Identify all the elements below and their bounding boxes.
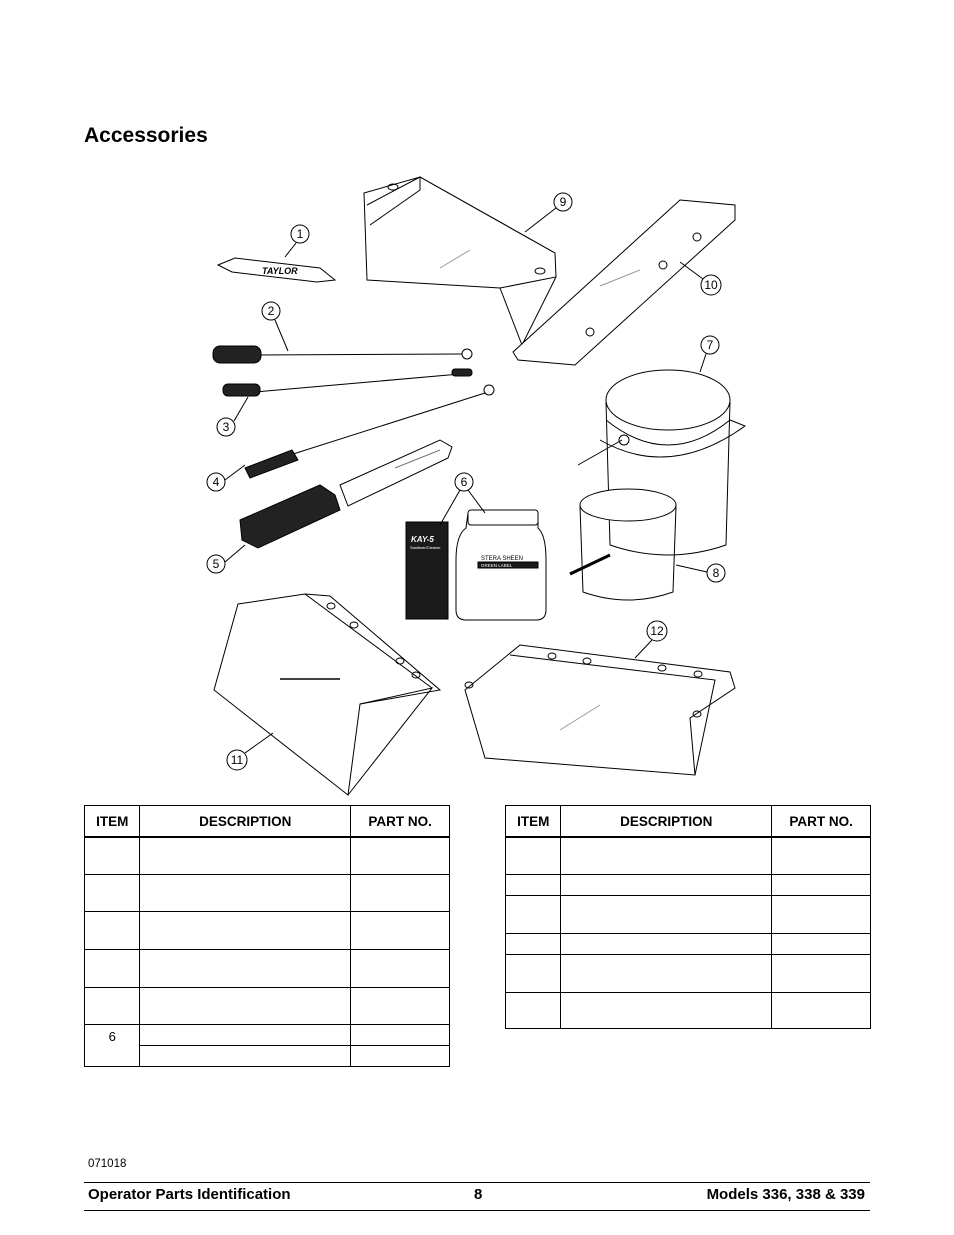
col-header-item: ITEM (506, 806, 561, 838)
small-pail-drawing (570, 489, 676, 600)
table-row (85, 1024, 450, 1045)
table-row (506, 992, 871, 1028)
accessories-illustration (160, 160, 800, 800)
col-header-item: ITEM (85, 806, 140, 838)
table-row (85, 911, 450, 949)
table-row (506, 954, 871, 992)
svg-text:KAY-5: KAY-5 (411, 535, 434, 544)
callout-3 (217, 397, 248, 436)
page-number: 8 (474, 1186, 483, 1203)
svg-text:12: 12 (650, 624, 664, 638)
footer-rule-bottom (84, 1210, 870, 1211)
svg-text:TAYLOR: TAYLOR (262, 266, 298, 276)
brushes-drawing (213, 346, 494, 478)
splash-shield-drawing (364, 177, 556, 345)
svg-text:2: 2 (267, 304, 275, 318)
callout-11 (227, 733, 273, 770)
parts-table-right (505, 805, 871, 1029)
parts-table-left (84, 805, 450, 1067)
callout-1 (285, 225, 309, 257)
table-row (85, 949, 450, 987)
pail-drawing (578, 370, 745, 555)
svg-text:5: 5 (212, 557, 220, 571)
callout-10 (680, 262, 721, 295)
table-row (85, 1045, 450, 1066)
svg-text:GREEN LABEL: GREEN LABEL (481, 563, 513, 568)
svg-text:9: 9 (559, 195, 567, 209)
scraper-drawing (218, 258, 335, 282)
svg-text:8: 8 (712, 566, 720, 580)
callout-7 (700, 336, 719, 372)
table-row (506, 837, 871, 874)
col-header-part-no: PART NO. (351, 806, 450, 838)
drip-pan-left-drawing (214, 594, 440, 795)
table-row (85, 837, 450, 874)
col-header-part-no: PART NO. (772, 806, 871, 838)
callout-5 (207, 545, 245, 573)
drip-pan-right-drawing (465, 645, 735, 775)
footer-rule-top (84, 1182, 870, 1183)
table-row (506, 895, 871, 933)
footer-manual-title: Operator Parts Identification (88, 1186, 291, 1203)
page-title: Accessories (84, 124, 208, 147)
table-row (506, 874, 871, 895)
svg-text:3: 3 (222, 420, 230, 434)
sanitizer-packets-drawing (406, 510, 546, 620)
document-code: 071018 (88, 1158, 127, 1170)
callout-4 (207, 465, 245, 491)
svg-text:1: 1 (296, 227, 304, 241)
col-header-description: DESCRIPTION (561, 806, 772, 838)
table-row (85, 987, 450, 1024)
item-cell: 6 (85, 1024, 140, 1066)
svg-text:11: 11 (230, 753, 244, 767)
callout-12 (635, 621, 667, 658)
svg-text:STERA SHEEN: STERA SHEEN (481, 556, 524, 562)
table-row (85, 874, 450, 911)
svg-text:7: 7 (706, 338, 714, 352)
footer-models: Models 336, 338 & 339 (706, 1186, 865, 1203)
svg-text:6: 6 (460, 475, 468, 489)
svg-text:4: 4 (212, 475, 220, 489)
svg-text:Sanitizer/Cleaner: Sanitizer/Cleaner (410, 545, 441, 550)
table-row (506, 933, 871, 954)
svg-text:10: 10 (704, 278, 718, 292)
callout-9 (525, 193, 572, 232)
col-header-description: DESCRIPTION (140, 806, 351, 838)
callout-2 (262, 302, 288, 351)
callout-8 (676, 564, 725, 582)
